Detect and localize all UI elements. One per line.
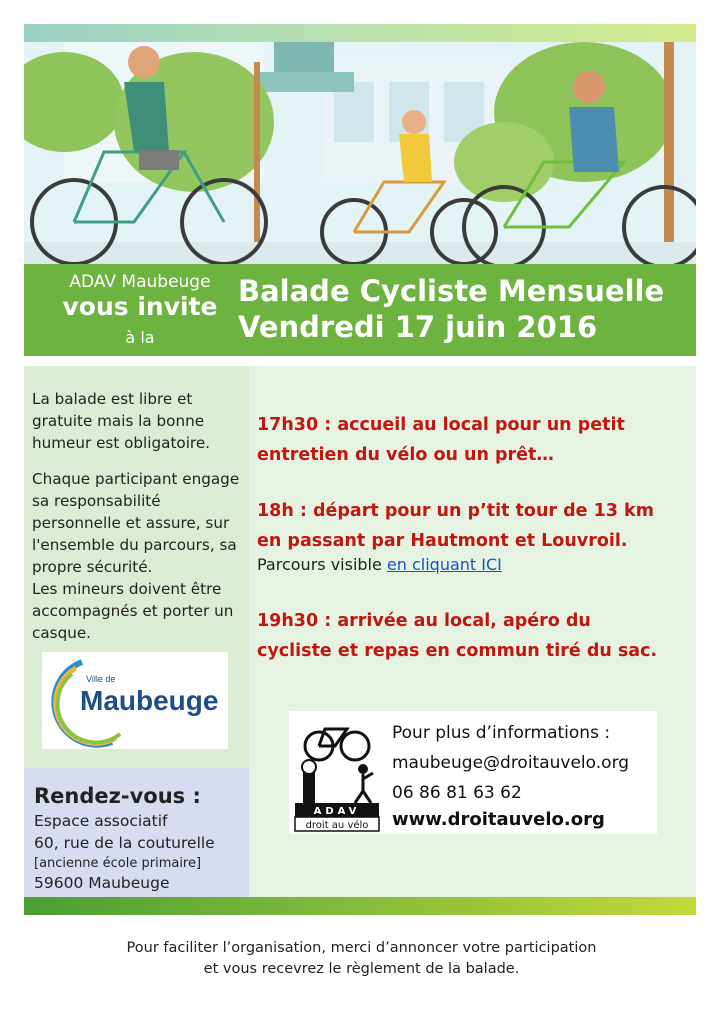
contact-title: Pour plus d’informations :	[392, 723, 611, 743]
organizer-name: ADAV Maubeuge	[69, 272, 211, 292]
top-color-stripe	[24, 24, 696, 42]
contact-website: www.droitauvelo.org	[392, 809, 605, 830]
route-link[interactable]: en cliquant ICI	[386, 555, 502, 574]
route-line	[257, 555, 502, 574]
event-date: Vendredi 17 juin 2016	[238, 310, 598, 344]
footer-line-2: et vous recevrez le règlement de la balade.	[203, 961, 520, 977]
adav-logo-top: ADAV	[313, 806, 361, 817]
rendezvous-title: Rendez-vous :	[34, 784, 201, 808]
rules-paragraph-1: La balade est libre et gratuite mais la bonne humeur est obligatoire.	[32, 390, 210, 452]
bottom-color-stripe	[24, 897, 696, 915]
event-title: Balade Cycliste Mensuelle	[238, 274, 665, 308]
a-la-text: à la	[125, 328, 155, 347]
rendezvous-place: Espace associatif	[34, 812, 168, 830]
contact-email: maubeuge@droitauvelo.org	[392, 753, 630, 773]
rendezvous-note: [ancienne école primaire]	[34, 856, 202, 871]
rules-text	[32, 388, 246, 658]
schedule-item-1-line-2: entretien du vélo ou un prêt…	[257, 445, 554, 465]
adav-logo-bottom: droit au vélo	[305, 820, 369, 831]
maubeuge-logo-art	[42, 652, 228, 749]
schedule-panel	[249, 366, 696, 897]
schedule-item-3-line-1: 19h30 : arrivée au local, apéro du	[257, 611, 591, 631]
rendezvous-city: 59600 Maubeuge	[34, 874, 170, 892]
title-banner	[24, 264, 696, 356]
info-sidebar	[24, 366, 249, 897]
rendezvous-street: 60, rue de la couturelle	[34, 834, 215, 852]
adav-logo-art	[289, 711, 385, 834]
route-text: Parcours visible	[257, 555, 387, 574]
schedule-item-3-line-2: cycliste et repas en commun tiré du sac.	[257, 641, 658, 661]
rules-paragraph-2: Chaque participant engage sa responsabilité personnelle et assure, sur l'ensemble du parcours, sa propre sécurité.	[32, 470, 240, 576]
rules-paragraph-3: Les mineurs doivent être accompagnés et porter un casque.	[32, 580, 234, 642]
cyclists-illustration-art	[24, 42, 696, 264]
contact-phone: 06 86 81 63 62	[392, 783, 522, 803]
contact-box	[289, 711, 657, 834]
invite-text: vous invite	[62, 292, 218, 321]
maubeuge-logo	[42, 652, 228, 749]
schedule-item-1-line-1: 17h30 : accueil au local pour un petit	[257, 415, 625, 435]
logo-small-text: Ville de	[86, 674, 116, 684]
cyclists-illustration	[24, 42, 696, 264]
footer-line-1: Pour faciliter l’organisation, merci d’annoncer votre participation	[126, 940, 597, 956]
schedule-item-2-line-1: 18h : départ pour un p’tit tour de 13 km	[257, 501, 654, 521]
rendezvous-box	[24, 768, 249, 897]
adav-logo	[289, 711, 385, 834]
schedule-item-2-line-2: en passant par Hautmont et Louvroil.	[257, 531, 628, 551]
logo-name: Maubeuge	[80, 685, 219, 716]
